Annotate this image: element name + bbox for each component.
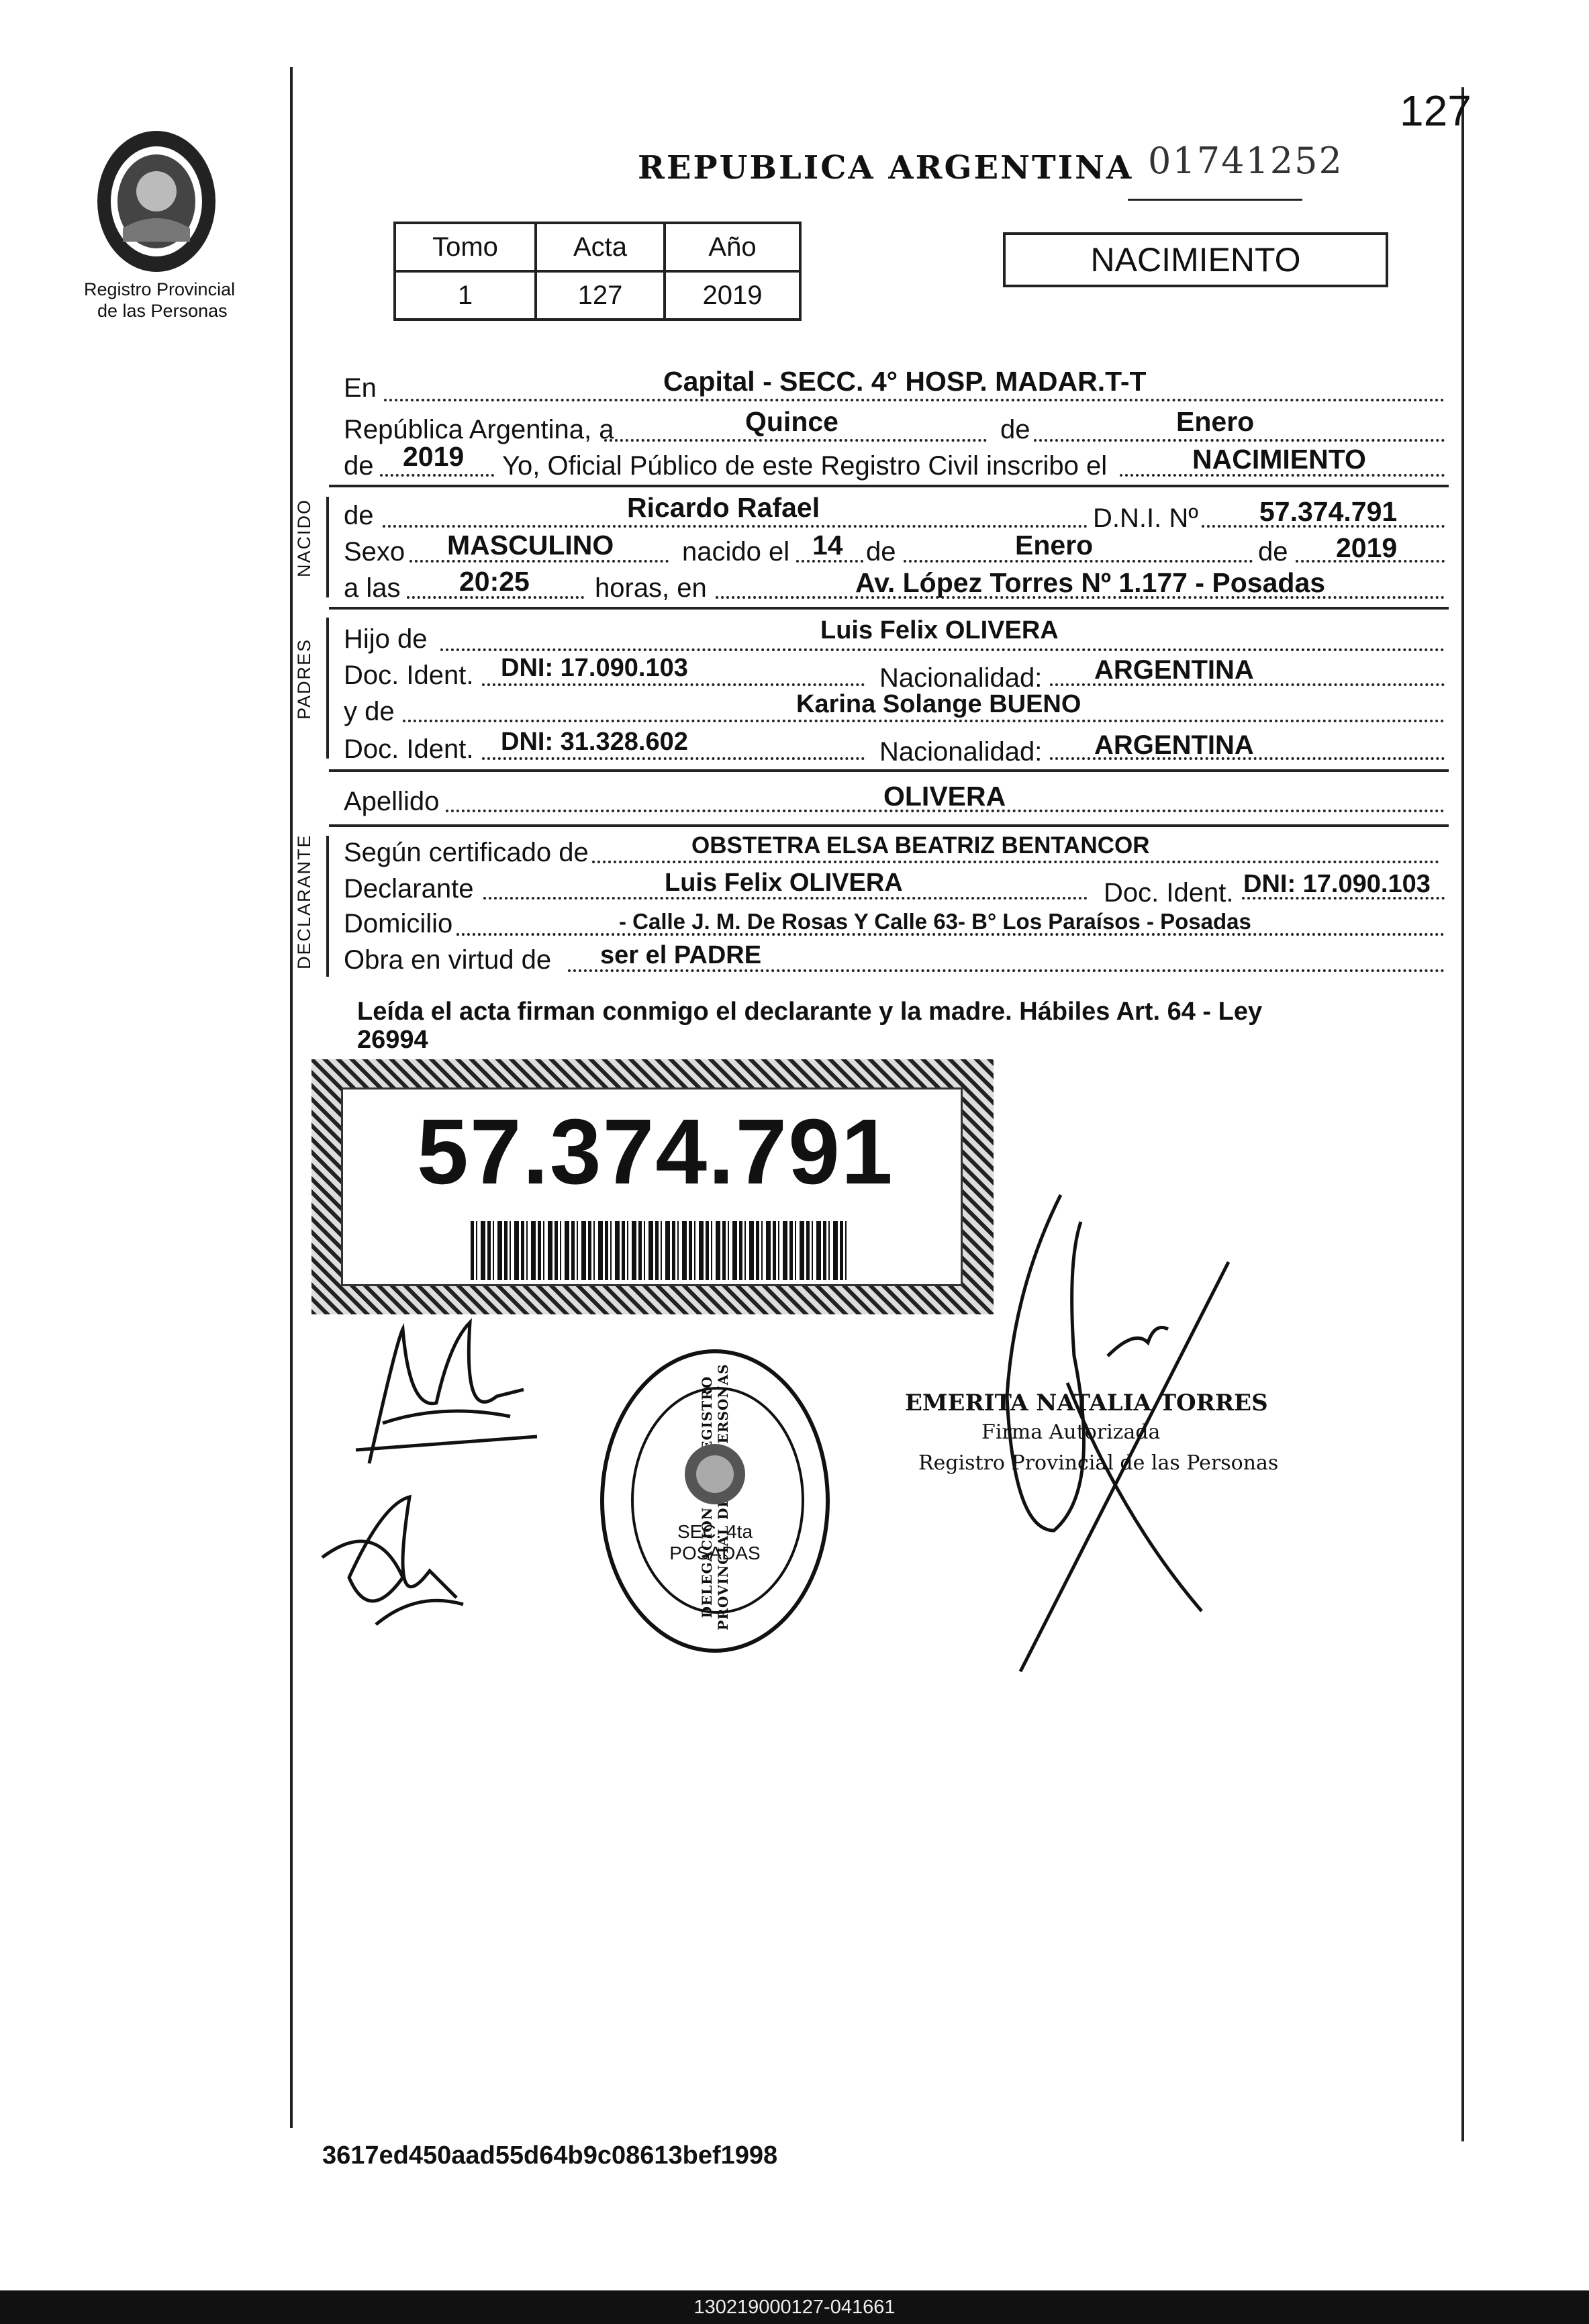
official-signature [853,1181,1322,1678]
father-doc: DNI: 17.090.103 [501,654,688,682]
acta-header: Acta [536,223,665,271]
birth-place: Av. López Torres Nº 1.177 - Posadas [855,567,1326,598]
time-label: a las [344,573,401,603]
country-title: REPUBLICA ARGENTINA [638,149,1134,187]
mother-nat: ARGENTINA [1094,730,1254,760]
year-dotline [380,474,494,477]
divider-1 [329,485,1449,487]
cert-dotline [592,861,1439,863]
act-type-value: NACIMIENTO [1192,444,1366,475]
mother-signature [309,1490,483,1651]
footer-barcode-text: 130219000127-041661 [0,2290,1589,2324]
declarant-doc-label: Doc. Ident. [1104,878,1234,908]
mother-doc-label: Doc. Ident. [344,734,474,764]
official-name: EMERITA NATALIA TORRES [905,1390,1268,1416]
obra-label: Obra en virtud de [344,945,552,975]
en-label: En [344,373,377,403]
province-coat-of-arms-logo [93,128,220,275]
tomo-value: 1 [395,271,536,320]
born-day: 14 [812,530,843,561]
padres-bar [326,618,329,759]
mother-doc: DNI: 31.328.602 [501,728,688,756]
official-office: Registro Provincial de las Personas [918,1451,1279,1475]
birth-time: 20:25 [459,566,530,597]
cert-value: OBSTETRA ELSA BEATRIZ BENTANCOR [691,832,1150,859]
id-number: 57.374.791 [417,1100,894,1204]
closing-line-2: 26994 [357,1026,428,1054]
registry-seal [600,1349,830,1653]
mother-dotline [403,720,1445,722]
seal-inner-text: SEC. 4ta POSADAS [669,1521,761,1563]
page-number: 127 [1400,87,1472,135]
oficial-label: Yo, Oficial Público de este Registro Civil inscribo el [502,451,1108,481]
registry-name-line1: Registro Provincial [84,279,236,299]
official-role: Firma Autorizada [981,1420,1161,1444]
obra-value: ser el PADRE [600,941,762,969]
barcode [471,1221,847,1280]
father-nat: ARGENTINA [1094,655,1254,685]
nacido-bar [326,497,329,597]
child-sex: MASCULINO [447,530,614,561]
born-label: nacido el [682,537,790,567]
mother-name: Karina Solange BUENO [796,690,1081,718]
right-margin-line [1461,87,1464,2141]
republica-label: República Argentina, a [344,415,614,444]
declarant-value: Luis Felix OLIVERA [665,869,903,897]
closing-line-1: Leída el acta firman conmigo el declarante y la madre. Hábiles Art. 64 - Ley [357,998,1263,1026]
cert-label: Según certificado de [344,838,589,867]
domicile-label: Domicilio [344,909,453,938]
dni-label: D.N.I. Nº [1093,503,1198,533]
declarant-dotline [483,897,1088,900]
divider-3 [329,769,1449,772]
verification-hash: 3617ed450aad55d64b9c08613bef1998 [322,2141,778,2170]
divider-2 [329,607,1449,610]
serial-number: 01741252 [1148,140,1343,182]
obra-dotline [568,969,1445,972]
mother-doc-dotline [482,757,865,760]
padres-section-label: PADRES [294,638,314,720]
surname-label: Apellido [344,787,440,816]
hijo-label: Hijo de [344,624,428,654]
anio-value: 2019 [665,271,800,320]
month-value: Enero [1176,406,1255,437]
father-nat-label: Nacionalidad: [879,663,1043,693]
seal-emblem [681,1441,749,1508]
hours-label: horas, en [595,573,707,603]
serial-underline [1128,199,1302,201]
domicile-value: - Calle J. M. De Rosas Y Calle 63- B° Los Paraísos - Posadas [619,909,1251,934]
left-margin-line [290,67,293,2128]
child-name-dotline [383,525,1088,528]
en-value: Capital - SECC. 4° HOSP. MADAR.T-T [663,366,1147,397]
day-value: Quince [745,406,838,437]
en-dotline [384,399,1445,401]
declarante-section-label: DECLARANTE [294,834,314,969]
year-de-label: de [344,451,374,481]
yde-label: y de [344,697,395,726]
month-de-label: de [1000,415,1030,444]
book-reference-table [393,222,802,321]
child-name: Ricardo Rafael [627,492,820,523]
father-doc-dotline [482,683,865,686]
divider-4 [329,824,1449,827]
born-de-label-1: de [866,537,896,567]
declarant-signature [342,1316,544,1477]
born-year: 2019 [1336,532,1398,563]
child-dni: 57.374.791 [1259,496,1398,527]
acta-value: 127 [536,271,665,320]
child-de-label: de [344,501,374,530]
tomo-header: Tomo [395,223,536,271]
born-de-label-2: de [1258,537,1288,567]
born-month: Enero [1015,530,1094,561]
surname-value: OLIVERA [883,781,1006,812]
declarant-label: Declarante [344,874,474,904]
father-dotline [440,648,1445,651]
declarante-bar [326,836,329,977]
doc-type-box: NACIMIENTO [1003,232,1388,287]
day-dotline [604,439,987,442]
year-value: 2019 [403,441,465,472]
sex-label: Sexo [344,537,405,567]
nacido-section-label: NACIDO [294,498,314,577]
declarant-doc: DNI: 17.090.103 [1243,870,1431,898]
month-dotline [1034,439,1445,442]
father-name: Luis Felix OLIVERA [820,616,1059,644]
mother-nat-label: Nacionalidad: [879,737,1043,767]
anio-header: Año [665,223,800,271]
registry-name-line2: de las Personas [97,301,228,321]
father-doc-label: Doc. Ident. [344,661,474,690]
